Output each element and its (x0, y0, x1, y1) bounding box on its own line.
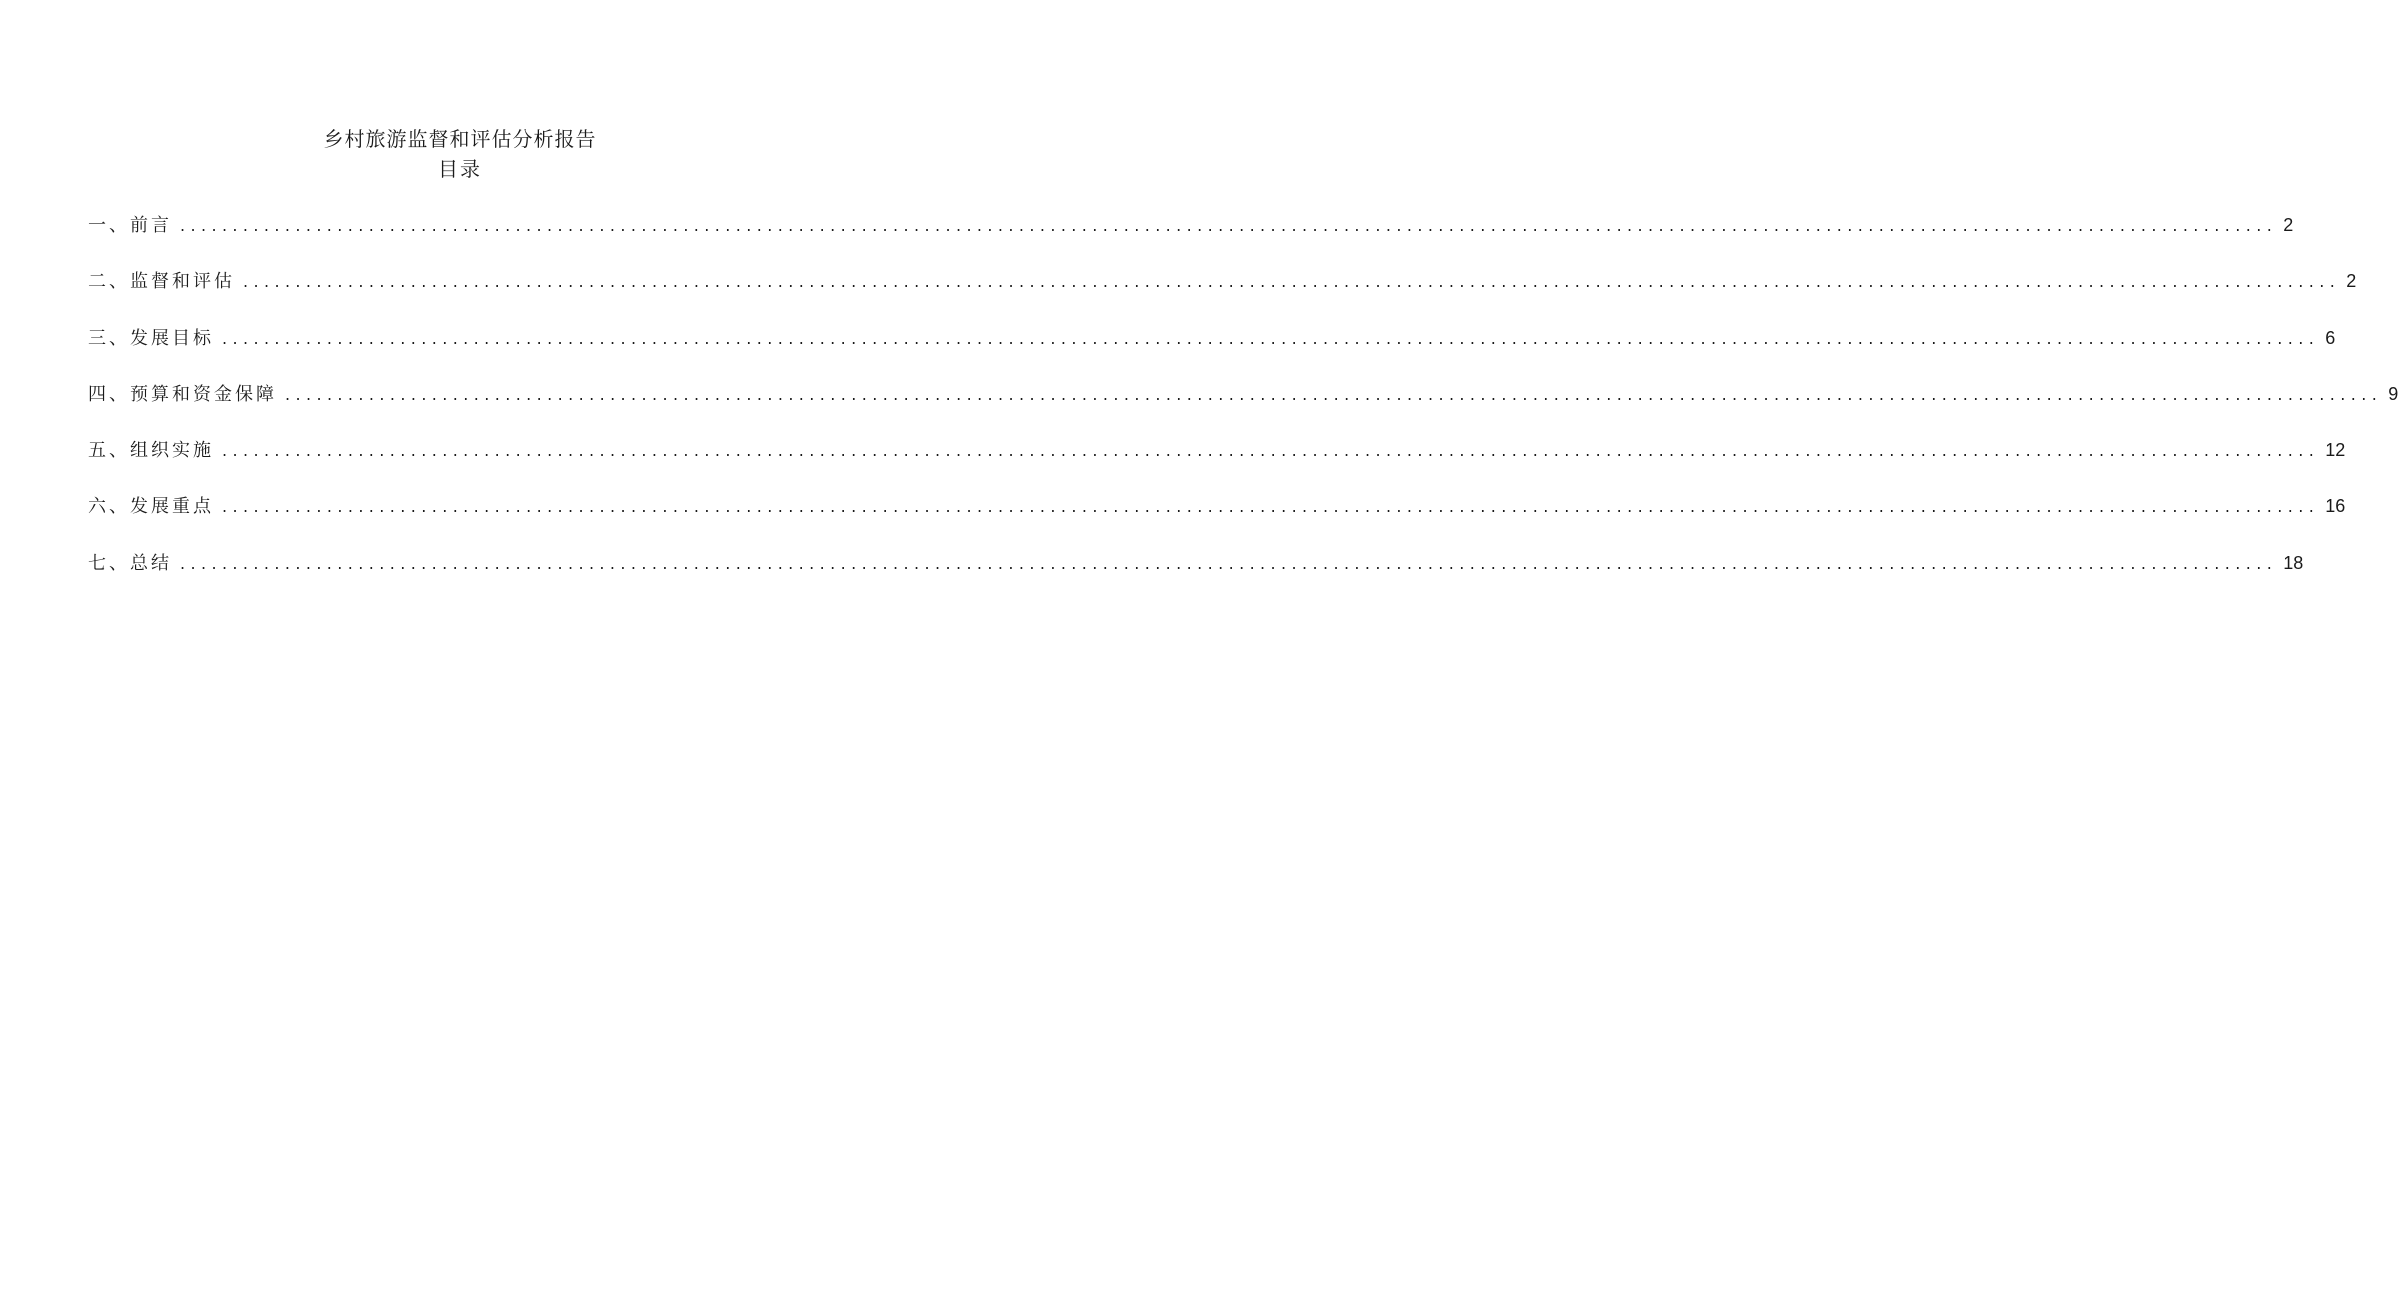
toc-dot-leader: ........................................................................................................................................................................................................ (222, 441, 2320, 461)
toc-entry[interactable] (88, 210, 2294, 266)
toc-entry-page-number: 16 (2325, 496, 2346, 517)
toc-entry-label: 二、监督和评估 (88, 271, 235, 293)
toc-entry[interactable] (88, 435, 2346, 491)
toc-dot-leader: ........................................................................................................................................................................................................ (222, 328, 2320, 348)
toc-entry[interactable] (88, 379, 2398, 435)
toc-entry[interactable] (88, 323, 2336, 379)
toc-entry-page-number: 18 (2283, 552, 2304, 573)
toc-entry[interactable] (88, 548, 2304, 604)
table-of-contents (88, 210, 2398, 604)
toc-entry-label: 七、总结 (88, 552, 172, 574)
toc-dot-leader: ........................................................................................................................................................................................................ (243, 272, 2341, 292)
toc-entry-label: 四、预算和资金保障 (88, 383, 277, 405)
toc-entry-page-number: 9 (2388, 383, 2398, 404)
toc-entry-page-number: 12 (2325, 440, 2346, 461)
toc-entry[interactable] (88, 266, 2357, 322)
toc-entry[interactable] (88, 491, 2346, 547)
toc-dot-leader: ........................................................................................................................................................................................................ (180, 553, 2278, 573)
toc-dot-leader: ........................................................................................................................................................................................................ (180, 216, 2278, 235)
toc-dot-leader: ........................................................................................................................................................................................................ (222, 497, 2320, 517)
toc-entry-page-number: 2 (2283, 215, 2294, 235)
toc-entry-label: 五、组织实施 (88, 440, 214, 462)
document-title: 乡村旅游监督和评估分析报告 (323, 127, 597, 151)
toc-entry-page-number: 6 (2325, 327, 2336, 348)
toc-dot-leader: ........................................................................................................................................................................................................ (285, 384, 2383, 404)
toc-entry-label: 三、发展目标 (88, 327, 214, 349)
toc-entry-label: 六、发展重点 (88, 496, 214, 518)
toc-heading: 目录 (438, 157, 482, 181)
toc-entry-label: 一、前言 (88, 215, 172, 236)
toc-entry-page-number: 2 (2346, 271, 2357, 292)
